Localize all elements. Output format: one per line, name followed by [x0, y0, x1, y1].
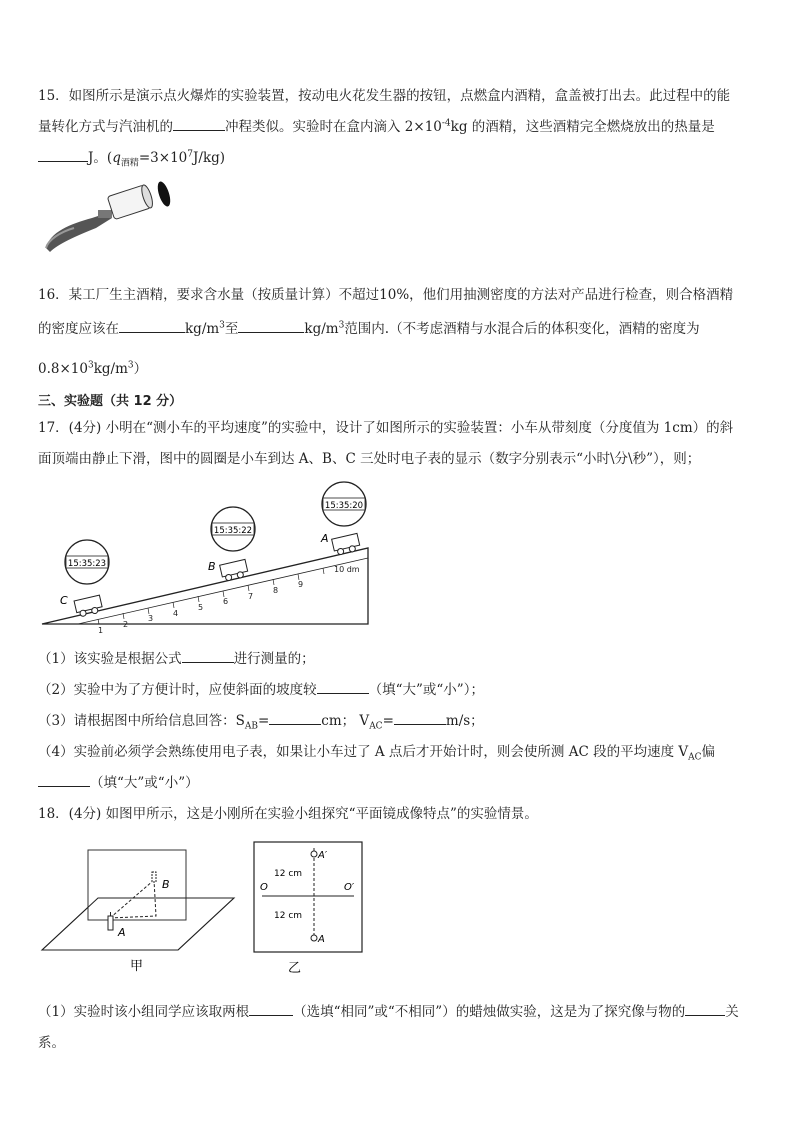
label-c: C	[60, 594, 68, 607]
q17-s1-text-b: 进行测量的；	[233, 651, 315, 667]
q17-s3-eq2: =	[382, 713, 394, 729]
q16-line3	[38, 357, 147, 377]
yi-label-o2: O′	[344, 882, 355, 893]
q16-text-a: 的密度应该在	[38, 321, 119, 337]
q16-unit-1: kg/m	[185, 321, 220, 337]
tick-label-4: 4	[173, 609, 179, 618]
q16-unit-2: kg/m	[304, 321, 339, 337]
q15-blank-heat	[38, 147, 88, 162]
q17-s3-text-c: cm； V	[321, 713, 370, 729]
q17-s3-text-e: m/s；	[445, 713, 484, 729]
q16-text-b: 至	[224, 321, 239, 337]
q17-sub1	[38, 647, 315, 667]
q17-blank-slope	[317, 679, 369, 694]
clock-a	[322, 482, 366, 526]
q17-blank-bias	[38, 772, 90, 787]
q17-sub4-cont	[38, 771, 199, 791]
yi-dist-top: 12 cm	[274, 869, 303, 879]
yi-label-a: A	[318, 934, 325, 945]
q15-text-e: =3×10	[138, 150, 188, 166]
q18-line1: 18．(4分) 如图甲所示，这是小刚所在实验小组探究“平面镜成像特点”的实验情景。	[38, 806, 538, 822]
q18-s1-text-a: （1）实验时该小组同学应该取两根	[38, 1004, 250, 1020]
q17-s4-text-a: （4）实验前必须学会熟练使用电子表，如果让小车过了 A 点后才开始计时，则会使所测 AC 段的平均速度 V	[38, 744, 689, 760]
q15-q-sub: 酒精	[120, 158, 139, 169]
label-b: B	[208, 560, 216, 573]
q15-line1: 15．如图所示是演示点火爆炸的实验装置，按动电火花发生器的按钮，点燃盒内酒精，盒盖被打出去。此过程中的能	[38, 88, 731, 104]
q17-figure-incline	[38, 478, 378, 638]
q17-sub2	[38, 678, 484, 698]
q16-sup-3: 3	[87, 360, 94, 371]
q16-sup-1: 3	[219, 320, 225, 331]
clock-a-time: 15:35:20	[324, 501, 364, 511]
clock-b-time: 15:35:22	[213, 526, 253, 536]
q17-blank-vac	[394, 710, 446, 725]
tick-label-1: 1	[98, 626, 104, 635]
tick-label-3: 3	[148, 614, 154, 623]
q17-sub3	[38, 709, 484, 732]
jia-label-b: B	[162, 878, 170, 891]
yi-label-o: O	[260, 882, 268, 893]
q17-s1-text-a: （1）该实验是根据公式	[38, 651, 182, 667]
q17-s3-sub-ac: AC	[369, 721, 383, 732]
tick-label-6: 6	[223, 597, 229, 606]
clock-c-time: 15:35:23	[67, 559, 107, 569]
q17-s4-sub: AC	[688, 752, 702, 763]
tick-label-7: 7	[248, 592, 254, 601]
q16-text-d: 0.8×10	[38, 361, 88, 377]
q16-text-e: kg/m	[93, 361, 128, 377]
q16-sup-2: 3	[338, 320, 345, 331]
q18-figure-yi	[252, 838, 368, 980]
q15-line2	[38, 115, 715, 135]
ruler-unit: 10 dm	[334, 565, 360, 574]
tick-label-2: 2	[123, 620, 129, 629]
jia-caption: 甲	[130, 959, 144, 974]
q17-s2-text-a: （2）实验中为了方便计时，应使斜面的坡度较	[38, 682, 317, 698]
q15-exp: -4	[441, 118, 451, 129]
q18-blank-relation	[685, 1001, 725, 1016]
q15-text-a: 量转化方式与汽油机的	[38, 119, 173, 135]
yi-dist-bottom: 12 cm	[274, 911, 303, 921]
q15-figure-ignition-device	[40, 172, 180, 262]
q17-s4-text-c: （填“大”或“小”）	[90, 775, 199, 791]
q16-line2	[38, 317, 700, 337]
q15-text-f: J/kg)	[192, 150, 226, 166]
tick-label-5: 5	[198, 603, 204, 612]
q18-sub1-cont: 系。	[38, 1035, 65, 1051]
q15-text-b: 冲程类似。实验时在盒内滴入 2×10	[225, 119, 442, 135]
q16-text-c: 范围内.（不考虑酒精与水混合后的体积变化，酒精的密度为	[344, 321, 700, 337]
q16-blank-max	[238, 318, 304, 333]
q17-line2: 面顶端由静止下滑，图中的圆圈是小车到达 A、B、C 三处时电子表的显示（数字分别表示“小时\分\秒”），则；	[38, 451, 701, 467]
q18-s1-text-b: （选填“相同”或“不相同”）的蜡烛做实验，这是为了探究像与物的	[293, 1004, 686, 1020]
yi-caption: 乙	[288, 961, 302, 976]
q16-line1: 16．某工厂生主酒精，要求含水量（按质量计算）不超过10%，他们用抽测密度的方法对产品进行检查，则合格酒精	[38, 287, 734, 303]
q18-s1-text-c: 关	[725, 1004, 739, 1020]
q18-sub1	[38, 1000, 739, 1020]
q17-s3-sub-ab: AB	[244, 721, 258, 732]
q17-s4-text-b: 偏	[701, 744, 716, 760]
q15-blank-stroke	[173, 116, 225, 131]
q17-s2-text-b: （填“大”或“小”）；	[368, 682, 484, 698]
tick-label-8: 8	[273, 586, 279, 595]
q17-s3-text-a: （3）请根据图中所给信息回答：S	[38, 713, 245, 729]
q15-text-c: kg 的酒精，这些酒精完全燃烧放出的热量是	[450, 119, 715, 135]
clock-b	[211, 507, 255, 551]
q17-sub4	[38, 740, 715, 763]
q16-text-f: ）	[133, 361, 148, 377]
q16-sup-4: 3	[127, 360, 134, 371]
q15-line3	[38, 146, 225, 169]
clock-c	[65, 540, 109, 584]
section-heading: 三、实验题（共 12 分）	[38, 394, 183, 409]
label-a: A	[321, 532, 329, 545]
q15-exp2: 7	[187, 149, 193, 160]
q17-blank-formula	[182, 648, 234, 663]
q17-blank-sab	[269, 710, 321, 725]
tick-label-9: 9	[298, 580, 304, 589]
q17-line1: 17．(4分) 小明在“测小车的平均速度”的实验中，设计了如图所示的实验装置：小车从带刻度（分度值为 1cm）的斜	[38, 420, 734, 436]
q15-q-symbol: q	[112, 150, 121, 166]
q18-figure-jia	[38, 838, 238, 978]
q17-s3-eq1: =	[257, 713, 270, 729]
q16-blank-min	[119, 318, 185, 333]
yi-label-a2: A′	[318, 850, 328, 861]
q15-text-d: J。(	[88, 150, 113, 166]
jia-label-a: A	[118, 926, 126, 939]
q18-blank-candles	[249, 1001, 293, 1016]
